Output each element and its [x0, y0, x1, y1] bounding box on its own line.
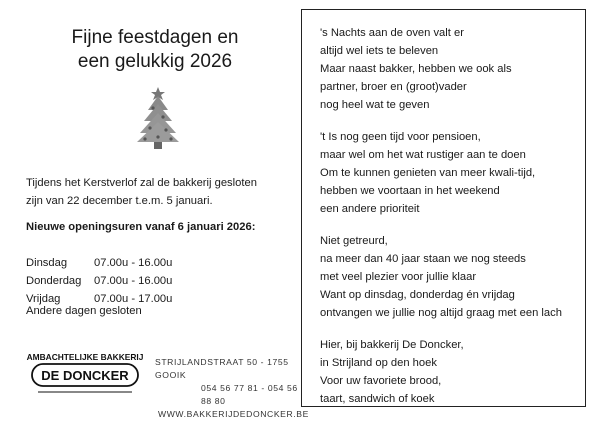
contact-address: STRIJLANDSTRAAT 50 - 1755 GOOIK: [155, 357, 289, 380]
poem-line: altijd wel iets te beleven: [320, 45, 439, 57]
poem-line: hebben we voortaan in het weekend: [320, 185, 500, 197]
hours-time: 07.00u - 17.00u: [94, 293, 173, 305]
hours-day: Vrijdag: [26, 293, 61, 305]
hours-row: [26, 272, 172, 290]
poem-stanza: [320, 336, 562, 408]
poem-stanza: [320, 128, 562, 218]
poem-line: in Strijland op den hoek: [320, 357, 437, 369]
poem-line: een andere prioriteit: [320, 203, 420, 215]
poem-line: na meer dan 40 jaar staan we nog steeds: [320, 253, 526, 265]
hours-time: 07.00u - 16.00u: [94, 275, 173, 287]
poem-line: Want op dinsdag, donderdag én vrijdag: [320, 289, 515, 301]
poem-text: [320, 24, 562, 408]
closure-line-1: Tijdens het Kerstverlof zal de bakkerij gesloten: [26, 177, 257, 189]
bakery-logo: [26, 346, 144, 398]
poem-line: maar wel om het wat rustiger aan te doen: [320, 149, 526, 161]
poem-line: partner, broer en (groot)vader: [320, 81, 467, 93]
hours-row: [26, 254, 172, 272]
poem-line: nog heel wat te geven: [320, 99, 430, 111]
christmas-tree-icon: [131, 84, 185, 150]
logo-name: DE DONCKER: [41, 368, 129, 383]
poem-box: [301, 9, 586, 407]
closure-line-2: zijn van 22 december t.e.m. 5 januari.: [26, 195, 213, 207]
poem-line: met veel plezier voor jullie klaar: [320, 271, 477, 283]
poem-line: Niet getreurd,: [320, 235, 388, 247]
hours-day: Donderdag: [26, 275, 82, 287]
poem-stanza: [320, 24, 562, 114]
greeting-title: [20, 26, 290, 74]
hours-day: Dinsdag: [26, 257, 68, 269]
contact-phone: 054 56 77 81 - 054 56 88 80: [201, 383, 298, 406]
contact-info: [155, 356, 309, 421]
opening-hours-title: Nieuwe openingsuren vanaf 6 januari 2026:: [26, 221, 256, 233]
greeting-line-2: een gelukkig 2026: [77, 51, 233, 72]
contact-website[interactable]: WWW.BAKKERIJDEDONCKER.BE: [158, 409, 309, 419]
poem-stanza: [320, 232, 562, 322]
hours-time: 07.00u - 16.00u: [94, 257, 173, 269]
poem-line: ontvangen we jullie nog altijd graag met een lach: [320, 307, 562, 319]
poem-line: Maar naast bakker, hebben we ook als: [320, 63, 512, 75]
other-days-note: Andere dagen gesloten: [26, 305, 142, 317]
greeting-line-1: Fijne feestdagen en: [71, 27, 239, 48]
poem-line: Om te kunnen genieten van meer kwali-tijd,: [320, 167, 536, 179]
logo-tagline: AMBACHTELIJKE BAKKERIJ: [26, 352, 144, 362]
poem-line: Hier, bij bakkerij De Doncker,: [320, 339, 464, 351]
poem-line: 's Nachts aan de oven valt er: [320, 27, 464, 39]
poem-line: 't Is nog geen tijd voor pensioen,: [320, 131, 481, 143]
closure-notice: [26, 174, 296, 210]
poem-line: Voor uw favoriete brood,: [320, 375, 442, 387]
poem-line: taart, sandwich of koek: [320, 393, 435, 405]
opening-hours-list: [26, 254, 172, 308]
